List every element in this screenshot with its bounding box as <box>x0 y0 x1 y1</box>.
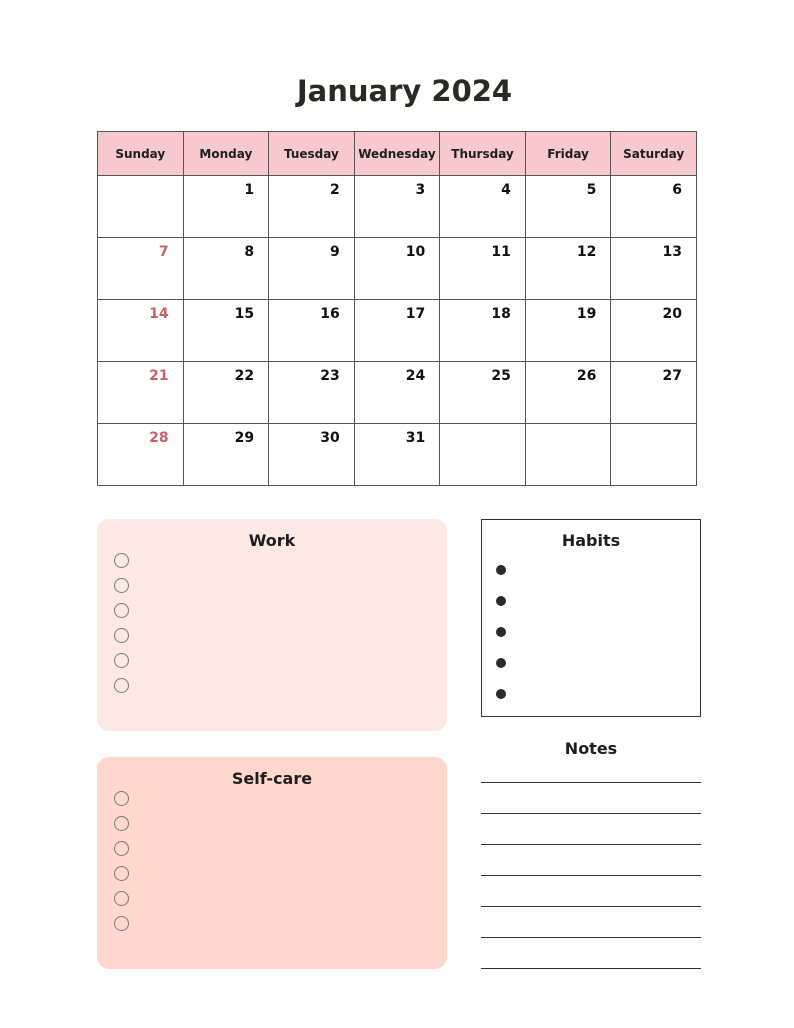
day-number: 3 <box>415 182 426 198</box>
day-number: 23 <box>320 368 340 384</box>
weekday-header: Tuesday <box>269 132 355 176</box>
day-number: 18 <box>491 306 511 322</box>
checkbox[interactable] <box>114 916 129 931</box>
day-number: 21 <box>149 368 169 384</box>
calendar-week-row <box>98 424 697 486</box>
note-line[interactable] <box>481 937 701 968</box>
day-cell[interactable] <box>440 238 526 300</box>
day-number: 8 <box>244 244 255 260</box>
day-cell[interactable] <box>98 238 184 300</box>
checkbox[interactable] <box>114 553 129 568</box>
day-cell[interactable] <box>354 424 440 486</box>
work-checklist <box>114 553 129 703</box>
day-cell[interactable] <box>98 300 184 362</box>
checkbox[interactable] <box>114 603 129 618</box>
notes-title: Notes <box>564 739 618 758</box>
day-cell[interactable] <box>269 176 355 238</box>
checkbox[interactable] <box>114 791 129 806</box>
checkbox[interactable] <box>114 891 129 906</box>
checkbox[interactable] <box>114 653 129 668</box>
day-number: 24 <box>405 368 426 384</box>
day-cell[interactable] <box>98 176 184 238</box>
bullet-icon <box>496 627 506 637</box>
weekday-header: Saturday <box>611 132 697 176</box>
day-cell[interactable] <box>611 300 697 362</box>
day-number: 5 <box>586 182 597 198</box>
note-line[interactable] <box>481 906 701 937</box>
day-number: 29 <box>234 430 255 446</box>
checkbox[interactable] <box>114 866 129 881</box>
note-line[interactable] <box>481 813 701 844</box>
day-number: 9 <box>329 244 340 260</box>
day-number: 6 <box>672 182 682 198</box>
day-number: 12 <box>576 244 597 260</box>
day-cell[interactable] <box>183 300 269 362</box>
day-number <box>511 430 525 436</box>
calendar-grid <box>97 131 697 486</box>
day-cell[interactable] <box>354 362 440 424</box>
day-cell[interactable] <box>440 300 526 362</box>
note-line[interactable] <box>481 782 701 813</box>
habits-box <box>481 519 701 717</box>
checkbox[interactable] <box>114 678 129 693</box>
day-cell[interactable] <box>183 238 269 300</box>
day-cell[interactable] <box>98 362 184 424</box>
day-cell[interactable] <box>354 176 440 238</box>
checkbox[interactable] <box>114 578 129 593</box>
day-cell[interactable] <box>98 424 184 486</box>
day-number: 2 <box>329 182 340 198</box>
day-number: 4 <box>501 182 511 198</box>
checkbox[interactable] <box>114 816 129 831</box>
day-number: 19 <box>576 306 597 322</box>
selfcare-title: Self-care <box>231 769 313 788</box>
calendar-week-row <box>98 300 697 362</box>
calendar-week-row <box>98 362 697 424</box>
day-cell[interactable] <box>440 176 526 238</box>
habits-list <box>496 565 506 720</box>
day-cell[interactable] <box>611 238 697 300</box>
day-number: 17 <box>405 306 426 322</box>
day-number: 27 <box>662 368 682 384</box>
day-number: 11 <box>491 244 511 260</box>
bullet-icon <box>496 658 506 668</box>
weekday-header: Monday <box>183 132 269 176</box>
day-cell[interactable] <box>525 300 611 362</box>
bullet-icon <box>496 596 506 606</box>
day-number: 25 <box>491 368 511 384</box>
day-cell[interactable] <box>525 238 611 300</box>
day-cell[interactable] <box>269 300 355 362</box>
note-line[interactable] <box>481 844 701 875</box>
day-cell[interactable] <box>269 424 355 486</box>
day-cell[interactable] <box>525 424 611 486</box>
page-title: January 2024 <box>296 74 513 108</box>
day-cell[interactable] <box>611 362 697 424</box>
day-number <box>169 182 183 188</box>
day-cell[interactable] <box>269 238 355 300</box>
bullet-icon <box>496 565 506 575</box>
day-cell[interactable] <box>354 238 440 300</box>
day-number: 30 <box>320 430 340 446</box>
day-number: 7 <box>158 244 169 260</box>
day-cell[interactable] <box>525 176 611 238</box>
day-number <box>682 430 696 436</box>
checkbox[interactable] <box>114 841 129 856</box>
day-number: 15 <box>234 306 255 322</box>
day-number: 22 <box>234 368 255 384</box>
checkbox[interactable] <box>114 628 129 643</box>
day-number: 20 <box>662 306 682 322</box>
day-cell[interactable] <box>183 362 269 424</box>
day-number: 26 <box>576 368 597 384</box>
habits-title: Habits <box>561 531 621 550</box>
day-cell[interactable] <box>440 362 526 424</box>
day-number: 13 <box>662 244 682 260</box>
selfcare-card <box>97 757 447 969</box>
selfcare-checklist <box>114 791 129 941</box>
day-number: 10 <box>405 244 426 260</box>
day-cell[interactable] <box>183 176 269 238</box>
calendar-week-row <box>98 238 697 300</box>
day-number: 1 <box>244 182 255 198</box>
day-number <box>596 430 610 436</box>
day-number: 16 <box>320 306 340 322</box>
work-card <box>97 519 447 731</box>
notes-lines <box>481 782 701 999</box>
day-cell[interactable] <box>611 176 697 238</box>
note-line[interactable] <box>481 875 701 906</box>
weekday-header: Friday <box>525 132 611 176</box>
day-cell[interactable] <box>611 424 697 486</box>
weekday-header: Wednesday <box>354 132 440 176</box>
note-line[interactable] <box>481 968 701 999</box>
day-cell[interactable] <box>269 362 355 424</box>
day-number: 28 <box>149 430 169 446</box>
day-cell[interactable] <box>354 300 440 362</box>
day-number: 31 <box>405 430 426 446</box>
day-number: 14 <box>149 306 169 322</box>
work-title: Work <box>248 531 296 550</box>
day-cell[interactable] <box>440 424 526 486</box>
day-cell[interactable] <box>525 362 611 424</box>
day-cell[interactable] <box>183 424 269 486</box>
calendar-week-row <box>98 176 697 238</box>
bullet-icon <box>496 689 506 699</box>
weekday-header: Sunday <box>98 132 184 176</box>
weekday-header: Thursday <box>440 132 526 176</box>
